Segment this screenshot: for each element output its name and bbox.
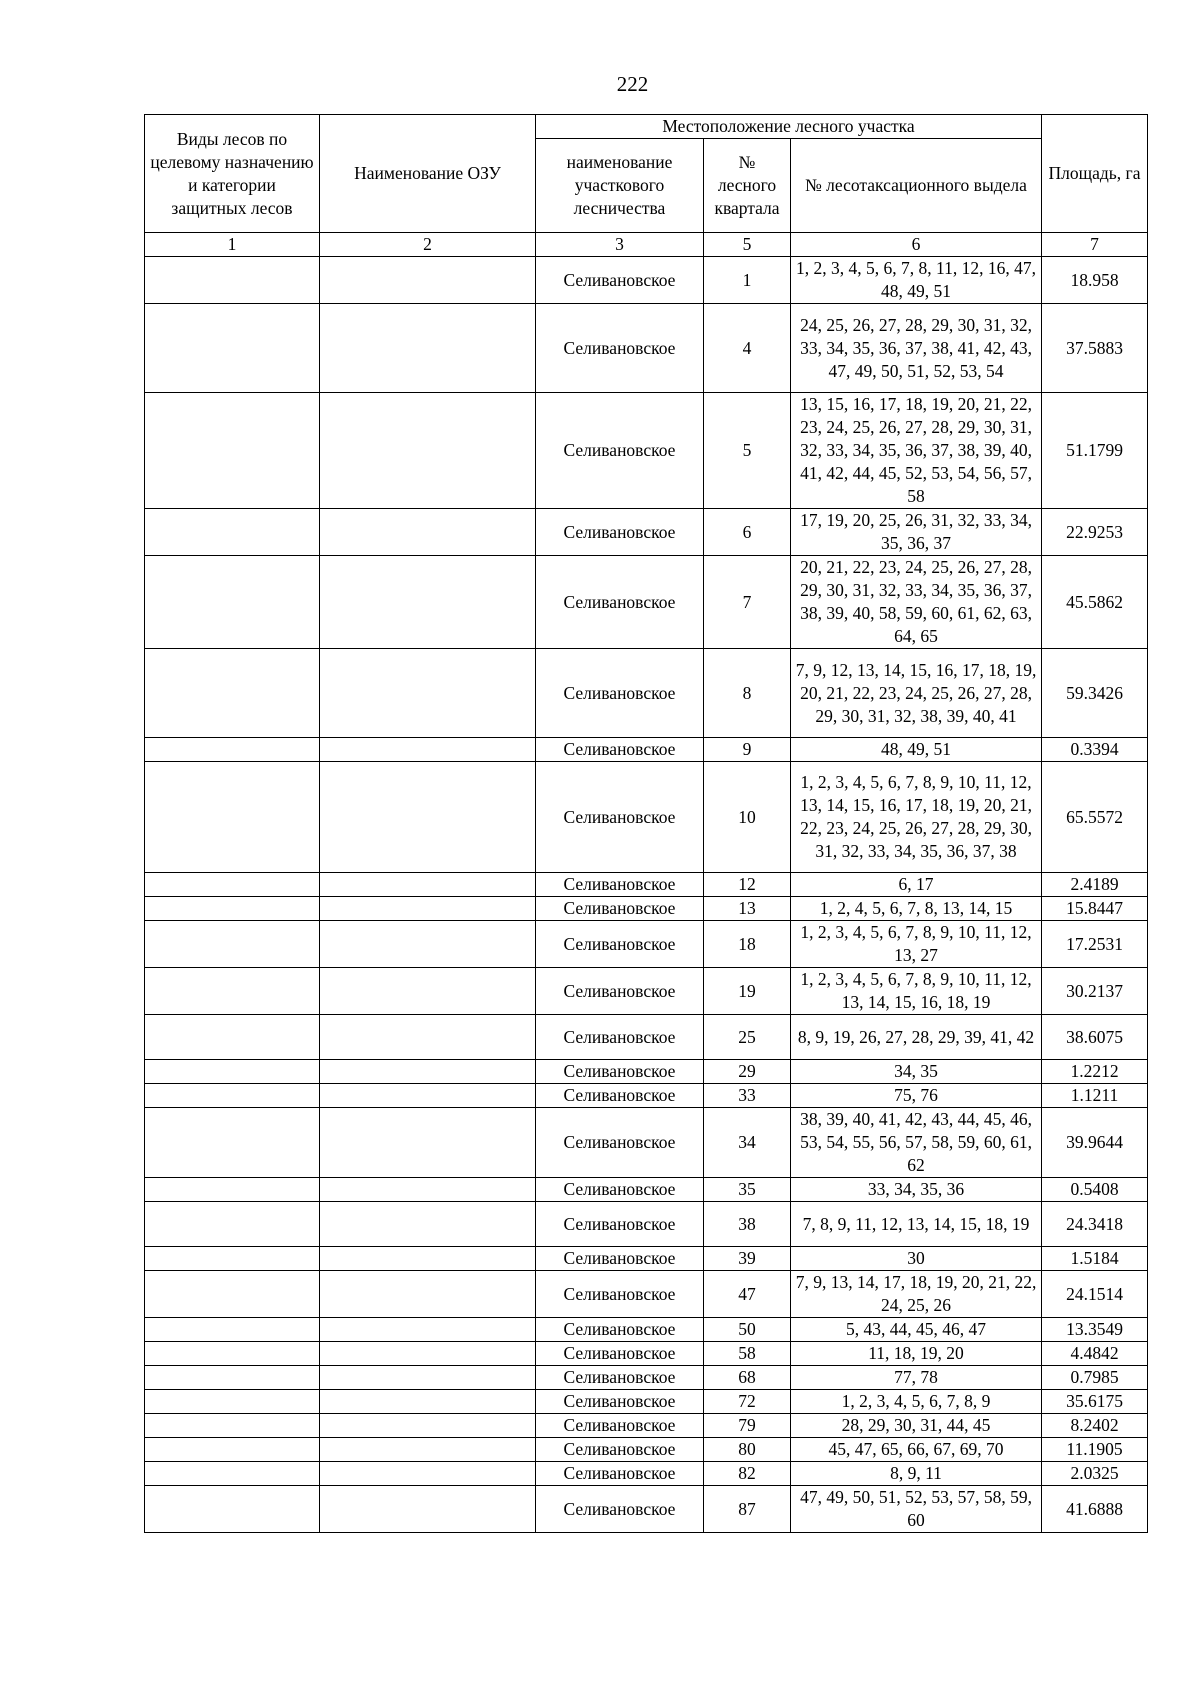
column-number: 3 [536, 233, 704, 257]
table-row [145, 1015, 1148, 1060]
plot-numbers-cell: 1, 2, 3, 4, 5, 6, 7, 8, 9, 10, 11, 12, 13, 14, 15, 16, 18, 19 [791, 968, 1042, 1015]
table-row [145, 897, 1148, 921]
area-cell: 39.9644 [1042, 1108, 1148, 1178]
area-cell: 2.4189 [1042, 873, 1148, 897]
plot-numbers-cell: 7, 9, 12, 13, 14, 15, 16, 17, 18, 19, 20, 21, 22, 23, 24, 25, 26, 27, 28, 29, 30, 31, 32, 38, 39, 40, 41 [791, 649, 1042, 738]
table-row [145, 1462, 1148, 1486]
ozu-name-cell [320, 1247, 536, 1271]
quarter-number-cell: 4 [704, 304, 791, 393]
ozu-name-cell [320, 1178, 536, 1202]
forestry-name-cell: Селивановское [536, 1414, 704, 1438]
forest-type-cell [145, 921, 320, 968]
plot-numbers-cell: 7, 8, 9, 11, 12, 13, 14, 15, 18, 19 [791, 1202, 1042, 1247]
quarter-number-cell: 13 [704, 897, 791, 921]
forest-type-cell [145, 1438, 320, 1462]
header-location-group: Местоположение лесного участка [536, 115, 1042, 139]
forestry-name-cell: Селивановское [536, 1342, 704, 1366]
plot-numbers-cell: 8, 9, 19, 26, 27, 28, 29, 39, 41, 42 [791, 1015, 1042, 1060]
area-cell: 35.6175 [1042, 1390, 1148, 1414]
area-cell: 15.8447 [1042, 897, 1148, 921]
column-number: 2 [320, 233, 536, 257]
forest-type-cell [145, 1060, 320, 1084]
quarter-number-cell: 39 [704, 1247, 791, 1271]
forest-plots-table [144, 114, 1148, 1533]
ozu-name-cell [320, 762, 536, 873]
forest-type-cell [145, 1271, 320, 1318]
table-row [145, 873, 1148, 897]
forest-type-cell [145, 1486, 320, 1533]
area-cell: 51.1799 [1042, 393, 1148, 509]
plot-numbers-cell: 11, 18, 19, 20 [791, 1342, 1042, 1366]
forest-type-cell [145, 1462, 320, 1486]
area-cell: 17.2531 [1042, 921, 1148, 968]
quarter-number-cell: 9 [704, 738, 791, 762]
quarter-number-cell: 47 [704, 1271, 791, 1318]
area-cell: 45.5862 [1042, 556, 1148, 649]
quarter-number-cell: 6 [704, 509, 791, 556]
forestry-name-cell: Селивановское [536, 1318, 704, 1342]
area-cell: 30.2137 [1042, 968, 1148, 1015]
quarter-number-cell: 29 [704, 1060, 791, 1084]
ozu-name-cell [320, 1366, 536, 1390]
plot-numbers-cell: 7, 9, 13, 14, 17, 18, 19, 20, 21, 22, 24, 25, 26 [791, 1271, 1042, 1318]
column-number: 1 [145, 233, 320, 257]
forest-type-cell [145, 1390, 320, 1414]
area-cell: 38.6075 [1042, 1015, 1148, 1060]
forest-type-cell [145, 1318, 320, 1342]
forest-type-cell [145, 968, 320, 1015]
forestry-name-cell: Селивановское [536, 1366, 704, 1390]
quarter-number-cell: 58 [704, 1342, 791, 1366]
area-cell: 18.958 [1042, 257, 1148, 304]
table-row [145, 1108, 1148, 1178]
ozu-name-cell [320, 897, 536, 921]
forestry-name-cell: Селивановское [536, 257, 704, 304]
forestry-name-cell: Селивановское [536, 649, 704, 738]
table-row [145, 1178, 1148, 1202]
quarter-number-cell: 80 [704, 1438, 791, 1462]
ozu-name-cell [320, 1084, 536, 1108]
area-cell: 11.1905 [1042, 1438, 1148, 1462]
table-row [145, 1390, 1148, 1414]
plot-numbers-cell: 38, 39, 40, 41, 42, 43, 44, 45, 46, 53, 54, 55, 56, 57, 58, 59, 60, 61, 62 [791, 1108, 1042, 1178]
ozu-name-cell [320, 1462, 536, 1486]
ozu-name-cell [320, 1015, 536, 1060]
plot-numbers-cell: 1, 2, 3, 4, 5, 6, 7, 8, 9 [791, 1390, 1042, 1414]
ozu-name-cell [320, 1390, 536, 1414]
plot-numbers-cell: 1, 2, 4, 5, 6, 7, 8, 13, 14, 15 [791, 897, 1042, 921]
header-forestry-name: наименование участкового лесничества [536, 139, 704, 233]
forestry-name-cell: Селивановское [536, 1178, 704, 1202]
forestry-name-cell: Селивановское [536, 1060, 704, 1084]
quarter-number-cell: 34 [704, 1108, 791, 1178]
table-row [145, 1084, 1148, 1108]
area-cell: 59.3426 [1042, 649, 1148, 738]
quarter-number-cell: 33 [704, 1084, 791, 1108]
forest-type-cell [145, 873, 320, 897]
plot-numbers-cell: 75, 76 [791, 1084, 1042, 1108]
area-cell: 1.2212 [1042, 1060, 1148, 1084]
forestry-name-cell: Селивановское [536, 1390, 704, 1414]
plot-numbers-cell: 1, 2, 3, 4, 5, 6, 7, 8, 11, 12, 16, 47, 48, 49, 51 [791, 257, 1042, 304]
forestry-name-cell: Селивановское [536, 1084, 704, 1108]
forest-type-cell [145, 1366, 320, 1390]
column-number: 7 [1042, 233, 1148, 257]
ozu-name-cell [320, 873, 536, 897]
table-row [145, 1486, 1148, 1533]
ozu-name-cell [320, 1486, 536, 1533]
area-cell: 22.9253 [1042, 509, 1148, 556]
table-row [145, 1366, 1148, 1390]
header-quarter-number: № лесного квартала [704, 139, 791, 233]
table-row [145, 1271, 1148, 1318]
forest-type-cell [145, 304, 320, 393]
quarter-number-cell: 12 [704, 873, 791, 897]
table-row [145, 968, 1148, 1015]
ozu-name-cell [320, 1060, 536, 1084]
table-row [145, 1202, 1148, 1247]
column-number: 6 [791, 233, 1042, 257]
area-cell: 65.5572 [1042, 762, 1148, 873]
forest-type-cell [145, 509, 320, 556]
plot-numbers-cell: 28, 29, 30, 31, 44, 45 [791, 1414, 1042, 1438]
ozu-name-cell [320, 509, 536, 556]
plot-numbers-cell: 77, 78 [791, 1366, 1042, 1390]
column-number: 5 [704, 233, 791, 257]
header-forest-type: Виды лесов по целевому назначению и категории защитных лесов [145, 115, 320, 233]
area-cell: 24.1514 [1042, 1271, 1148, 1318]
forestry-name-cell: Селивановское [536, 968, 704, 1015]
table-row [145, 738, 1148, 762]
area-cell: 0.3394 [1042, 738, 1148, 762]
plot-numbers-cell: 30 [791, 1247, 1042, 1271]
quarter-number-cell: 82 [704, 1462, 791, 1486]
forest-type-cell [145, 556, 320, 649]
table-row [145, 556, 1148, 649]
quarter-number-cell: 87 [704, 1486, 791, 1533]
ozu-name-cell [320, 393, 536, 509]
area-cell: 2.0325 [1042, 1462, 1148, 1486]
ozu-name-cell [320, 304, 536, 393]
table-row [145, 393, 1148, 509]
forestry-name-cell: Селивановское [536, 1271, 704, 1318]
ozu-name-cell [320, 968, 536, 1015]
plot-numbers-cell: 17, 19, 20, 25, 26, 31, 32, 33, 34, 35, 36, 37 [791, 509, 1042, 556]
forestry-name-cell: Селивановское [536, 1015, 704, 1060]
plot-numbers-cell: 24, 25, 26, 27, 28, 29, 30, 31, 32, 33, 34, 35, 36, 37, 38, 41, 42, 43, 47, 49, 50, 51, 52, 53, 54 [791, 304, 1042, 393]
forestry-name-cell: Селивановское [536, 1247, 704, 1271]
table-row [145, 509, 1148, 556]
area-cell: 41.6888 [1042, 1486, 1148, 1533]
header-ozu-name: Наименование ОЗУ [320, 115, 536, 233]
forest-type-cell [145, 897, 320, 921]
forestry-name-cell: Селивановское [536, 873, 704, 897]
forestry-name-cell: Селивановское [536, 897, 704, 921]
plot-numbers-cell: 33, 34, 35, 36 [791, 1178, 1042, 1202]
forest-type-cell [145, 1342, 320, 1366]
forestry-name-cell: Селивановское [536, 738, 704, 762]
forest-type-cell [145, 1084, 320, 1108]
forest-type-cell [145, 762, 320, 873]
plot-numbers-cell: 1, 2, 3, 4, 5, 6, 7, 8, 9, 10, 11, 12, 13, 14, 15, 16, 17, 18, 19, 20, 21, 22, 23, 24, 25, 26, 27, 28, 29, 30, 31, 32, 33, 34, 35, 36, 37, 38 [791, 762, 1042, 873]
table-row [145, 649, 1148, 738]
ozu-name-cell [320, 1271, 536, 1318]
forestry-name-cell: Селивановское [536, 509, 704, 556]
quarter-number-cell: 19 [704, 968, 791, 1015]
table-row [145, 921, 1148, 968]
table-row [145, 1247, 1148, 1271]
table-row [145, 1342, 1148, 1366]
forestry-name-cell: Селивановское [536, 304, 704, 393]
area-cell: 1.5184 [1042, 1247, 1148, 1271]
quarter-number-cell: 25 [704, 1015, 791, 1060]
plot-numbers-cell: 34, 35 [791, 1060, 1042, 1084]
table-row [145, 762, 1148, 873]
forestry-name-cell: Селивановское [536, 1108, 704, 1178]
forestry-name-cell: Селивановское [536, 556, 704, 649]
table-row [145, 1060, 1148, 1084]
ozu-name-cell [320, 1414, 536, 1438]
forestry-name-cell: Селивановское [536, 1202, 704, 1247]
forestry-name-cell: Селивановское [536, 1486, 704, 1533]
area-cell: 13.3549 [1042, 1318, 1148, 1342]
forest-type-cell [145, 1015, 320, 1060]
quarter-number-cell: 79 [704, 1414, 791, 1438]
quarter-number-cell: 10 [704, 762, 791, 873]
plot-numbers-cell: 45, 47, 65, 66, 67, 69, 70 [791, 1438, 1042, 1462]
ozu-name-cell [320, 1438, 536, 1462]
table-row [145, 1414, 1148, 1438]
quarter-number-cell: 35 [704, 1178, 791, 1202]
plot-numbers-cell: 8, 9, 11 [791, 1462, 1042, 1486]
plot-numbers-cell: 5, 43, 44, 45, 46, 47 [791, 1318, 1042, 1342]
forest-type-cell [145, 738, 320, 762]
area-cell: 0.7985 [1042, 1366, 1148, 1390]
area-cell: 8.2402 [1042, 1414, 1148, 1438]
plot-numbers-cell: 6, 17 [791, 873, 1042, 897]
ozu-name-cell [320, 1318, 536, 1342]
header-plot-numbers: № лесотаксационного выдела [791, 139, 1042, 233]
plot-numbers-cell: 48, 49, 51 [791, 738, 1042, 762]
quarter-number-cell: 8 [704, 649, 791, 738]
table-body [145, 257, 1148, 1533]
quarter-number-cell: 1 [704, 257, 791, 304]
forest-type-cell [145, 1202, 320, 1247]
forestry-name-cell: Селивановское [536, 762, 704, 873]
forest-type-cell [145, 1178, 320, 1202]
area-cell: 1.1211 [1042, 1084, 1148, 1108]
ozu-name-cell [320, 738, 536, 762]
forest-type-cell [145, 393, 320, 509]
ozu-name-cell [320, 921, 536, 968]
quarter-number-cell: 68 [704, 1366, 791, 1390]
table-row [145, 1438, 1148, 1462]
quarter-number-cell: 72 [704, 1390, 791, 1414]
area-cell: 37.5883 [1042, 304, 1148, 393]
table-row [145, 1318, 1148, 1342]
quarter-number-cell: 38 [704, 1202, 791, 1247]
forest-type-cell [145, 257, 320, 304]
table-row [145, 257, 1148, 304]
area-cell: 24.3418 [1042, 1202, 1148, 1247]
plot-numbers-cell: 13, 15, 16, 17, 18, 19, 20, 21, 22, 23, 24, 25, 26, 27, 28, 29, 30, 31, 32, 33, 34, 35, 36, 37, 38, 39, 40, 41, 42, 44, 45, 52, 53, 54, 56, 57, 58 [791, 393, 1042, 509]
ozu-name-cell [320, 257, 536, 304]
plot-numbers-cell: 47, 49, 50, 51, 52, 53, 57, 58, 59, 60 [791, 1486, 1042, 1533]
ozu-name-cell [320, 649, 536, 738]
plot-numbers-cell: 1, 2, 3, 4, 5, 6, 7, 8, 9, 10, 11, 12, 13, 27 [791, 921, 1042, 968]
table-row [145, 304, 1148, 393]
forestry-name-cell: Селивановское [536, 921, 704, 968]
page-number: 222 [616, 72, 649, 96]
forest-type-cell [145, 1108, 320, 1178]
plot-numbers-cell: 20, 21, 22, 23, 24, 25, 26, 27, 28, 29, 30, 31, 32, 33, 34, 35, 36, 37, 38, 39, 40, 58, 59, 60, 61, 62, 63, 64, 65 [791, 556, 1042, 649]
forestry-name-cell: Селивановское [536, 393, 704, 509]
ozu-name-cell [320, 1342, 536, 1366]
forestry-name-cell: Селивановское [536, 1438, 704, 1462]
quarter-number-cell: 5 [704, 393, 791, 509]
ozu-name-cell [320, 556, 536, 649]
forest-type-cell [145, 649, 320, 738]
forest-type-cell [145, 1247, 320, 1271]
quarter-number-cell: 50 [704, 1318, 791, 1342]
ozu-name-cell [320, 1202, 536, 1247]
forestry-name-cell: Селивановское [536, 1462, 704, 1486]
forest-type-cell [145, 1414, 320, 1438]
quarter-number-cell: 7 [704, 556, 791, 649]
header-area: Площадь, га [1042, 115, 1148, 233]
area-cell: 0.5408 [1042, 1178, 1148, 1202]
quarter-number-cell: 18 [704, 921, 791, 968]
ozu-name-cell [320, 1108, 536, 1178]
area-cell: 4.4842 [1042, 1342, 1148, 1366]
